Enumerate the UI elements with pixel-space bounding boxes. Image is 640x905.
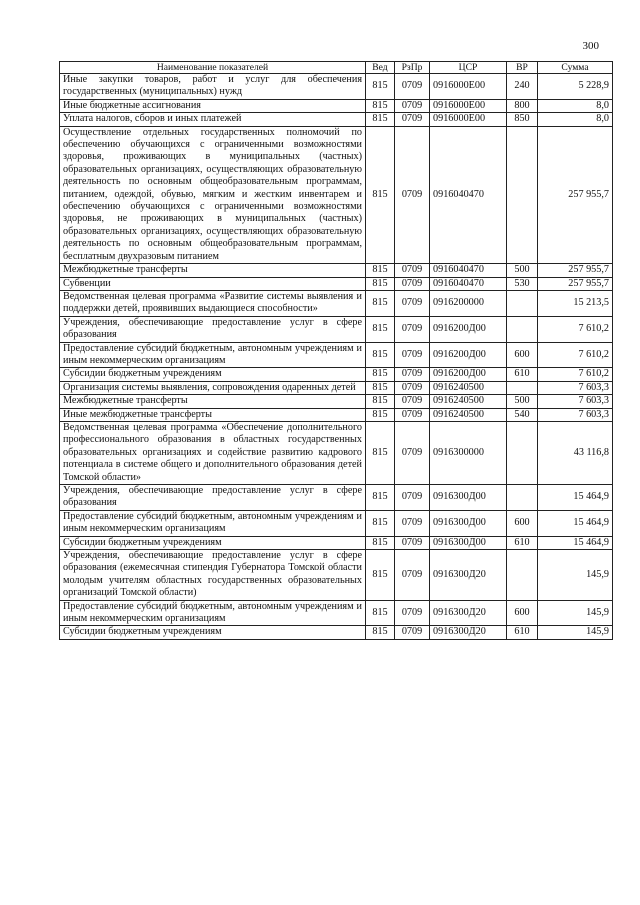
cell-name: Субсидии бюджетным учреждениям [60, 368, 366, 381]
cell-ved: 815 [366, 113, 395, 126]
table-row [60, 126, 613, 263]
cell-sum: 15 213,5 [538, 290, 613, 316]
cell-rzpr: 0709 [395, 126, 430, 263]
cell-sum: 7 603,3 [538, 395, 613, 408]
cell-csr: 0916300Д20 [430, 550, 507, 601]
cell-csr: 0916300Д20 [430, 600, 507, 626]
cell-name: Учреждения, обеспечивающие предоставление услуг в сфере образования [60, 485, 366, 511]
cell-vr: 800 [507, 99, 538, 112]
cell-sum: 7 610,2 [538, 316, 613, 342]
table-row [60, 626, 613, 639]
cell-name: Предоставление субсидий бюджетным, автономным учреждениям и иным некоммерческим организациям [60, 600, 366, 626]
table-row [60, 74, 613, 100]
cell-vr: 530 [507, 277, 538, 290]
cell-vr: 610 [507, 626, 538, 639]
cell-ved: 815 [366, 264, 395, 277]
cell-rzpr: 0709 [395, 395, 430, 408]
cell-rzpr: 0709 [395, 510, 430, 536]
cell-csr: 0916300Д00 [430, 510, 507, 536]
cell-name: Межбюджетные трансферты [60, 395, 366, 408]
cell-sum: 7 610,2 [538, 368, 613, 381]
cell-sum: 8,0 [538, 99, 613, 112]
cell-sum: 257 955,7 [538, 126, 613, 263]
cell-sum: 7 603,3 [538, 408, 613, 421]
cell-name: Осуществление отдельных государственных полномочий по обеспечению обучающихся с ограниченными возможностями здоровья, проживающих в муниципальных (частных) образовательных организациях, осуществляющих образовательную деятельность по основным общеобразовательным программам, питанием, одеждой, обувью, мягким и жестким инвентарем и обеспечению обучающихся с ограниченными возможностями здоровья, не проживающих в муниципальных (частных) образовательных организациях, осуществляющих образовательную деятельность по основным общеобразовательным программам, бесплатным двухразовым питанием [60, 126, 366, 263]
cell-rzpr: 0709 [395, 264, 430, 277]
table-row [60, 99, 613, 112]
cell-csr: 0916040470 [430, 264, 507, 277]
cell-vr: 240 [507, 74, 538, 100]
cell-rzpr: 0709 [395, 99, 430, 112]
cell-ved: 815 [366, 550, 395, 601]
cell-name: Субсидии бюджетным учреждениям [60, 626, 366, 639]
cell-sum: 7 603,3 [538, 381, 613, 394]
cell-ved: 815 [366, 277, 395, 290]
table-body [60, 74, 613, 640]
cell-ved: 815 [366, 421, 395, 484]
cell-ved: 815 [366, 536, 395, 549]
cell-vr [507, 126, 538, 263]
cell-vr: 600 [507, 342, 538, 368]
cell-csr: 0916240500 [430, 381, 507, 394]
cell-vr: 500 [507, 395, 538, 408]
cell-rzpr: 0709 [395, 408, 430, 421]
cell-rzpr: 0709 [395, 113, 430, 126]
cell-rzpr: 0709 [395, 626, 430, 639]
cell-csr: 0916000Е00 [430, 99, 507, 112]
cell-rzpr: 0709 [395, 277, 430, 290]
cell-name: Учреждения, обеспечивающие предоставление услуг в сфере образования [60, 316, 366, 342]
table-row [60, 113, 613, 126]
table-row [60, 395, 613, 408]
table-row [60, 536, 613, 549]
table-row [60, 421, 613, 484]
table-row [60, 342, 613, 368]
cell-csr: 0916200Д00 [430, 342, 507, 368]
cell-csr: 0916300Д00 [430, 536, 507, 549]
cell-vr [507, 550, 538, 601]
table-row [60, 485, 613, 511]
cell-rzpr: 0709 [395, 368, 430, 381]
cell-name: Иные межбюджетные трансферты [60, 408, 366, 421]
cell-rzpr: 0709 [395, 342, 430, 368]
cell-csr: 0916000Е00 [430, 74, 507, 100]
table-row [60, 368, 613, 381]
cell-rzpr: 0709 [395, 421, 430, 484]
cell-vr: 610 [507, 368, 538, 381]
cell-vr: 500 [507, 264, 538, 277]
cell-ved: 815 [366, 99, 395, 112]
cell-csr: 0916300Д20 [430, 626, 507, 639]
cell-rzpr: 0709 [395, 290, 430, 316]
cell-sum: 43 116,8 [538, 421, 613, 484]
cell-csr: 0916040470 [430, 126, 507, 263]
cell-ved: 815 [366, 510, 395, 536]
cell-sum: 7 610,2 [538, 342, 613, 368]
table-row [60, 277, 613, 290]
header-name: Наименование показателей [60, 62, 366, 74]
cell-name: Иные закупки товаров, работ и услуг для обеспечения государственных (муниципальных) нужд [60, 74, 366, 100]
cell-sum: 145,9 [538, 600, 613, 626]
table-row [60, 550, 613, 601]
cell-name: Субвенции [60, 277, 366, 290]
cell-vr: 600 [507, 510, 538, 536]
cell-vr [507, 316, 538, 342]
table-row [60, 408, 613, 421]
table-row [60, 510, 613, 536]
cell-name: Организация системы выявления, сопровождения одаренных детей [60, 381, 366, 394]
cell-vr: 610 [507, 536, 538, 549]
cell-vr: 540 [507, 408, 538, 421]
cell-vr [507, 421, 538, 484]
cell-name: Ведомственная целевая программа «Обеспечение дополнительного профессионального образования в областных государственных образовательных организациях и содействие развитию кадрового потенциала в системе общего и дополнительного образования детей Томской области» [60, 421, 366, 484]
cell-csr: 0916000Е00 [430, 113, 507, 126]
budget-table [59, 61, 613, 640]
cell-sum: 145,9 [538, 550, 613, 601]
table-header-row [60, 62, 613, 74]
header-ved: Вед [366, 62, 395, 74]
cell-vr [507, 485, 538, 511]
cell-ved: 815 [366, 126, 395, 263]
header-sum: Сумма [538, 62, 613, 74]
cell-csr: 0916200Д00 [430, 368, 507, 381]
cell-rzpr: 0709 [395, 381, 430, 394]
cell-name: Предоставление субсидий бюджетным, автономным учреждениям и иным некоммерческим организациям [60, 510, 366, 536]
cell-csr: 0916300000 [430, 421, 507, 484]
cell-ved: 815 [366, 316, 395, 342]
cell-csr: 0916040470 [430, 277, 507, 290]
cell-rzpr: 0709 [395, 485, 430, 511]
cell-sum: 257 955,7 [538, 277, 613, 290]
cell-rzpr: 0709 [395, 316, 430, 342]
cell-rzpr: 0709 [395, 536, 430, 549]
cell-rzpr: 0709 [395, 550, 430, 601]
header-csr: ЦСР [430, 62, 507, 74]
cell-sum: 257 955,7 [538, 264, 613, 277]
cell-vr [507, 290, 538, 316]
cell-ved: 815 [366, 368, 395, 381]
cell-sum: 15 464,9 [538, 536, 613, 549]
table-row [60, 290, 613, 316]
header-rzpr: РзПр [395, 62, 430, 74]
cell-name: Предоставление субсидий бюджетным, автономным учреждениям и иным некоммерческим организациям [60, 342, 366, 368]
table-row [60, 264, 613, 277]
cell-sum: 15 464,9 [538, 485, 613, 511]
cell-vr: 850 [507, 113, 538, 126]
cell-name: Субсидии бюджетным учреждениям [60, 536, 366, 549]
cell-ved: 815 [366, 626, 395, 639]
cell-vr [507, 381, 538, 394]
table-row [60, 381, 613, 394]
table-row [60, 316, 613, 342]
cell-ved: 815 [366, 600, 395, 626]
cell-ved: 815 [366, 408, 395, 421]
cell-vr: 600 [507, 600, 538, 626]
cell-ved: 815 [366, 74, 395, 100]
cell-ved: 815 [366, 381, 395, 394]
cell-sum: 8,0 [538, 113, 613, 126]
cell-csr: 0916200000 [430, 290, 507, 316]
cell-rzpr: 0709 [395, 74, 430, 100]
cell-ved: 815 [366, 290, 395, 316]
page-number: 300 [582, 40, 599, 52]
cell-csr: 0916200Д00 [430, 316, 507, 342]
cell-csr: 0916300Д00 [430, 485, 507, 511]
cell-name: Уплата налогов, сборов и иных платежей [60, 113, 366, 126]
cell-name: Межбюджетные трансферты [60, 264, 366, 277]
cell-ved: 815 [366, 485, 395, 511]
cell-ved: 815 [366, 395, 395, 408]
cell-sum: 15 464,9 [538, 510, 613, 536]
cell-sum: 145,9 [538, 626, 613, 639]
cell-ved: 815 [366, 342, 395, 368]
table-row [60, 600, 613, 626]
cell-name: Ведомственная целевая программа «Развитие системы выявления и поддержки детей, проявивших выдающиеся способности» [60, 290, 366, 316]
cell-csr: 0916240500 [430, 408, 507, 421]
header-vr: ВР [507, 62, 538, 74]
cell-name: Иные бюджетные ассигнования [60, 99, 366, 112]
cell-rzpr: 0709 [395, 600, 430, 626]
cell-name: Учреждения, обеспечивающие предоставление услуг в сфере образования (ежемесячная стипендия Губернатора Томской области молодым учителям областных государственных образовательных организаций Томской области) [60, 550, 366, 601]
cell-sum: 5 228,9 [538, 74, 613, 100]
cell-csr: 0916240500 [430, 395, 507, 408]
